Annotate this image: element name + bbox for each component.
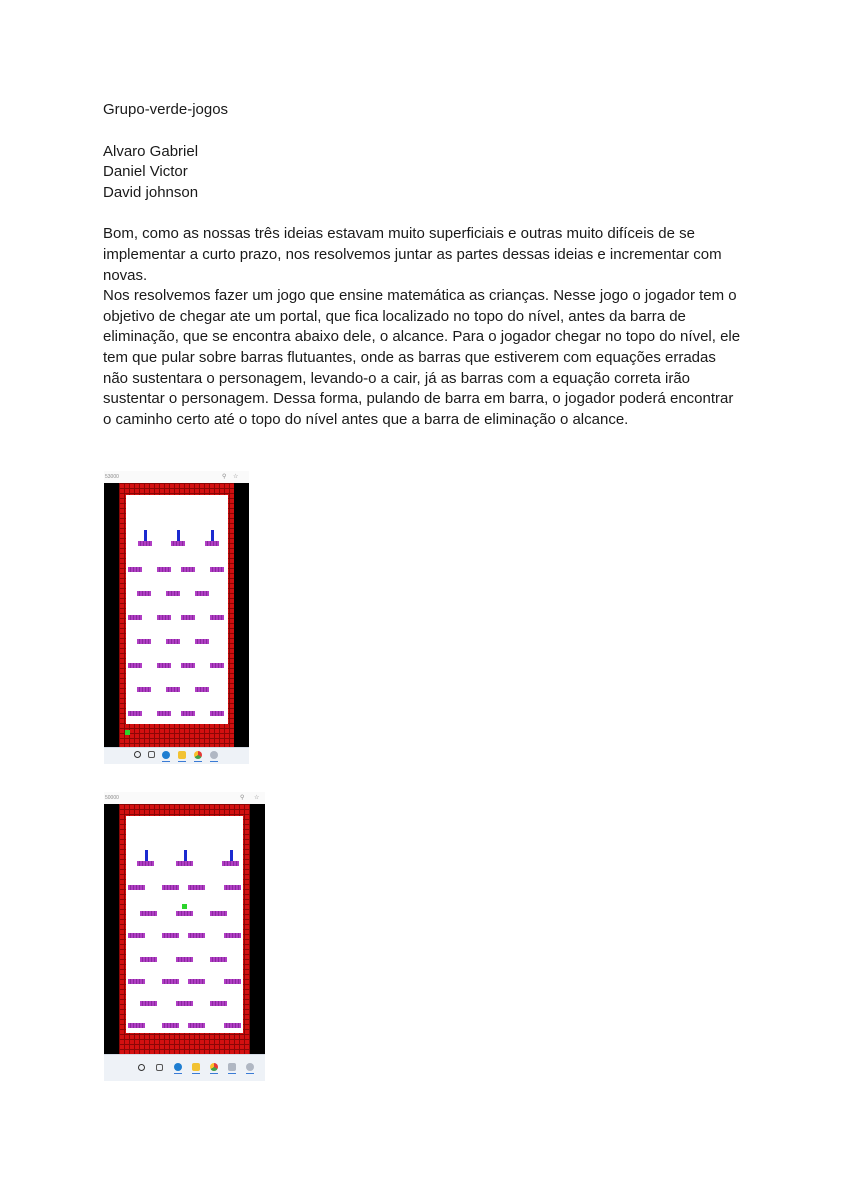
platform (128, 615, 142, 620)
platform (128, 979, 145, 984)
paragraph: Nos resolvemos fazer um jogo que ensine matemática as crianças. Nesse jogo o jogador tem o objetivo de chegar ate um portal, que fica localizado no topo do nível, antes da barra de eliminação, que se encontra abaixo dele, o alcance. Para o jogador chegar no topo do nível, ele tem que pular sobre barras flutuantes, onde as barras que estiverem com equações erradas não sustentara o personagem, levando-o a cair, já as barras com a equação correta irão sustentar o personagem. Dessa forma, pulando de barra em barra, o jogador poderá encontrar o caminho certo até o topo do nível antes que a barra de eliminação o alcance. (103, 287, 741, 428)
author-name: Alvaro Gabriel (103, 142, 199, 160)
platform (224, 933, 241, 938)
paragraph: Bom, como as nossas três ideias estavam muito superficiais e outras muito difíceis de se implementar a curto prazo, nos resolvemos juntar as partes dessas ideias e incrementar com novas. (103, 225, 722, 284)
file-explorer-icon (178, 751, 186, 759)
app-icon (228, 1063, 236, 1071)
platform (128, 663, 142, 668)
platform (181, 663, 195, 668)
platform (176, 957, 193, 962)
file-explorer-icon (192, 1063, 200, 1071)
browser-bar (104, 471, 249, 483)
player-character (182, 904, 187, 909)
edge-icon (174, 1063, 182, 1071)
star-icon: ☆ (233, 474, 239, 480)
platform (195, 639, 209, 644)
game-canvas (104, 483, 249, 747)
platform (128, 933, 145, 938)
platform (157, 711, 171, 716)
platform (140, 957, 157, 962)
chrome-icon (210, 1063, 218, 1071)
game-canvas (104, 804, 265, 1054)
platform (162, 1023, 179, 1028)
platform (162, 885, 179, 890)
platform (181, 615, 195, 620)
platform (210, 567, 224, 572)
document-body (103, 100, 743, 430)
platform (176, 911, 193, 916)
platform (128, 885, 145, 890)
platform (210, 663, 224, 668)
platform (188, 1023, 205, 1028)
platform (166, 687, 180, 692)
windows-start-icon (134, 751, 141, 758)
platform (157, 663, 171, 668)
document-title: Grupo-verde-jogos (103, 101, 229, 118)
platform (181, 567, 195, 572)
portal-platform (171, 541, 185, 546)
platform (157, 615, 171, 620)
address-text: 50000 (105, 795, 119, 801)
windows-start-icon (138, 1064, 145, 1071)
chrome-icon (194, 751, 202, 759)
author-name: David johnson (103, 183, 199, 201)
task-view-icon (148, 751, 155, 758)
platform (140, 911, 157, 916)
portal-platform (138, 541, 152, 546)
task-view-icon (156, 1064, 163, 1071)
platform (166, 639, 180, 644)
platform (210, 1001, 227, 1006)
game-screenshot-1 (104, 471, 249, 764)
app-icon (246, 1063, 254, 1071)
platform (210, 711, 224, 716)
browser-bar (104, 792, 265, 804)
game-screenshot-2 (104, 792, 265, 1081)
app-icon (210, 751, 218, 759)
search-icon: ⚲ (240, 795, 245, 801)
platform (188, 933, 205, 938)
platform (195, 591, 209, 596)
platform (176, 1001, 193, 1006)
platform (128, 1023, 145, 1028)
portal-platform (205, 541, 219, 546)
author-list (103, 142, 743, 204)
player-character (125, 730, 130, 735)
platform (137, 687, 151, 692)
platform (224, 979, 241, 984)
platform (188, 979, 205, 984)
portal-platform (222, 861, 239, 866)
portal-platform (137, 861, 154, 866)
platform (188, 885, 205, 890)
platform (181, 711, 195, 716)
platform (210, 911, 227, 916)
portal-platform (176, 861, 193, 866)
author-name: Daniel Victor (103, 163, 188, 181)
platform (137, 591, 151, 596)
platform (140, 1001, 157, 1006)
platform (210, 957, 227, 962)
platform (162, 933, 179, 938)
taskbar (104, 747, 249, 764)
platform (224, 1023, 241, 1028)
platform (210, 615, 224, 620)
platform (162, 979, 179, 984)
address-text: 53000 (105, 474, 119, 480)
taskbar (104, 1054, 265, 1081)
edge-icon (162, 751, 170, 759)
search-icon: ⚲ (222, 474, 227, 480)
star-icon: ☆ (254, 795, 260, 801)
platform (195, 687, 209, 692)
platform (224, 885, 241, 890)
platform (157, 567, 171, 572)
platform (137, 639, 151, 644)
platform (128, 567, 142, 572)
platform (128, 711, 142, 716)
platform (166, 591, 180, 596)
